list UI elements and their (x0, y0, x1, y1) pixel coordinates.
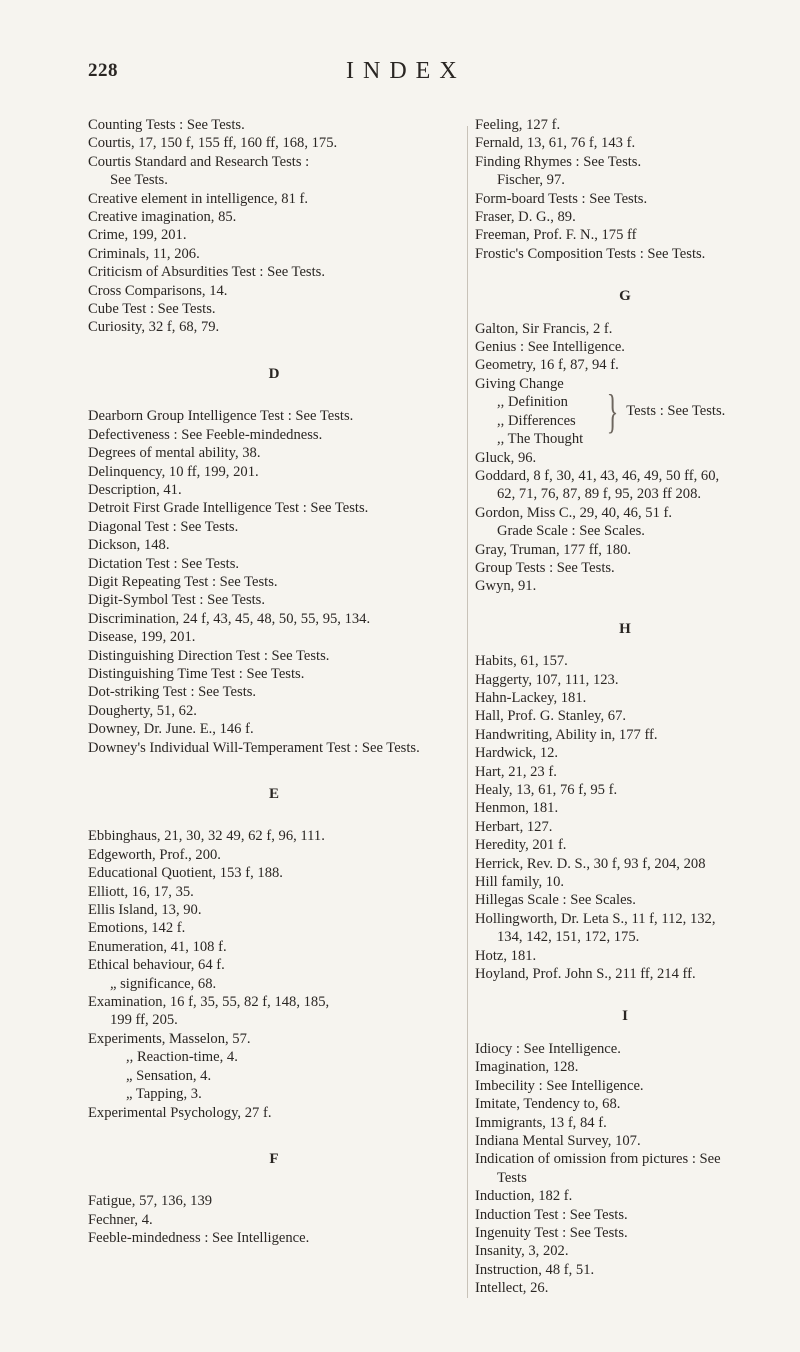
index-entry: Group Tests : See Tests. (475, 559, 615, 576)
index-entry: Freeman, Prof. F. N., 175 ff (475, 227, 637, 244)
index-entry-continuation: 134, 142, 151, 172, 175. (497, 929, 640, 946)
index-entry: Hart, 21, 23 f. (475, 763, 557, 780)
index-entry: Hall, Prof. G. Stanley, 67. (475, 708, 627, 725)
index-entry: Experiments, Masselon, 57. (88, 1030, 251, 1047)
index-entry: Discrimination, 24 f, 43, 45, 48, 50, 55, 95, 134. (88, 610, 371, 627)
index-entry: Giving Change (475, 375, 564, 392)
index-subentry: ,, The Thought (497, 431, 584, 448)
index-entry: Hahn-Lackey, 181. (475, 689, 587, 706)
index-entry: Indication of omission from pictures : See (475, 1151, 721, 1168)
index-entry: Feeble-mindedness : See Intelligence. (88, 1230, 310, 1247)
index-entry: Ellis Island, 13, 90. (88, 902, 202, 919)
index-entry: Degrees of mental ability, 38. (88, 445, 261, 462)
index-entry: Imagination, 128. (475, 1059, 579, 1076)
running-head: INDEX (346, 58, 466, 84)
index-entry: Instruction, 48 f, 51. (475, 1261, 595, 1278)
index-entry: Experimental Psychology, 27 f. (88, 1104, 272, 1121)
e-entries (88, 827, 460, 1122)
index-subentry: „ Tapping, 3. (126, 1086, 202, 1103)
index-entry: Insanity, 3, 202. (475, 1243, 569, 1260)
index-entry: Gordon, Miss C., 29, 40, 46, 51 f. (475, 504, 673, 521)
index-entry: Dot-striking Test : See Tests. (88, 684, 257, 701)
index-entry: Induction Test : See Tests. (475, 1206, 628, 1223)
index-entry: Healy, 13, 61, 76 f, 95 f. (475, 782, 618, 798)
index-subentry: ,, Differences (497, 412, 576, 429)
index-entry: Distinguishing Time Test : See Tests. (88, 665, 305, 682)
index-entry: Ethical behaviour, 64 f. (88, 957, 225, 974)
index-entry-continuation: Tests (497, 1169, 527, 1186)
index-entry: Genius : See Intelligence. (475, 339, 625, 356)
index-entry: Examination, 16 f, 35, 55, 82 f, 148, 185, (88, 994, 330, 1011)
index-entry: Herbart, 127. (475, 818, 553, 835)
index-entry: Distinguishing Direction Test : See Tests. (88, 647, 330, 664)
index-entry: Grade Scale : See Scales. (497, 523, 645, 540)
c-entries (88, 116, 460, 337)
index-entry: Frostic's Composition Tests : See Tests. (475, 245, 706, 262)
index-entry: Educational Quotient, 153 f, 188. (88, 865, 283, 882)
index-entry: Cube Test : See Tests. (88, 301, 216, 318)
curly-brace-glyph: } (606, 384, 619, 438)
right-column (475, 116, 775, 1298)
index-entry: Imitate, Tendency to, 68. (475, 1096, 621, 1113)
index-entry: Henmon, 181. (475, 800, 559, 817)
index-entry: Courtis Standard and Research Tests : (88, 153, 310, 170)
index-entry: Dickson, 148. (88, 537, 170, 554)
index-entry: Ingenuity Test : See Tests. (475, 1224, 628, 1241)
index-entry: Hill family, 10. (475, 874, 565, 891)
page-number: 228 (88, 60, 118, 81)
g-entries (475, 320, 775, 596)
i-entries (475, 1040, 775, 1298)
index-entry: Dougherty, 51, 62. (88, 702, 197, 719)
index-subentry: ,, Definition (497, 394, 568, 411)
index-entry-continuation: 62, 71, 76, 87, 89 f, 95, 203 ff 208. (497, 486, 702, 503)
index-entry: Digit-Symbol Test : See Tests. (88, 592, 266, 609)
index-entry: Hollingworth, Dr. Leta S., 11 f, 112, 132, (475, 910, 716, 927)
index-entry: Induction, 182 f. (475, 1188, 573, 1205)
index-entry: Ebbinghaus, 21, 30, 32 49, 62 f, 96, 111. (88, 828, 325, 845)
index-subentry: „ significance, 68. (110, 975, 217, 992)
index-entry: Hardwick, 12. (475, 745, 559, 762)
index-subentry: ,, Reaction-time, 4. (126, 1049, 238, 1066)
index-entry: Habits, 61, 157. (475, 653, 568, 670)
index-entry: Form-board Tests : See Tests. (475, 190, 648, 207)
index-entry: Defectiveness : See Feeble-mindedness. (88, 426, 323, 443)
index-entry: Downey's Individual Will-Temperament Test : See Tests. (88, 739, 420, 756)
index-entry: Hillegas Scale : See Scales. (475, 892, 636, 909)
index-entry: Imbecility : See Intelligence. (475, 1077, 644, 1094)
d-entries (88, 407, 460, 757)
index-entry: Intellect, 26. (475, 1280, 549, 1297)
index-entry: Delinquency, 10 ff, 199, 201. (88, 463, 259, 480)
index-entry: Enumeration, 41, 108 f. (88, 938, 227, 955)
index-entry: Feeling, 127 f. (475, 117, 561, 133)
index-entry: Galton, Sir Francis, 2 f. (475, 320, 613, 337)
index-entry: Diagonal Test : See Tests. (88, 518, 239, 535)
index-subentry: „ Sensation, 4. (126, 1067, 212, 1084)
f-entries-left (88, 1192, 460, 1247)
index-entry: Herrick, Rev. D. S., 30 f, 93 f, 204, 208 (475, 855, 706, 872)
index-entry: Fechner, 4. (88, 1211, 153, 1228)
index-entry: Cross Comparisons, 14. (88, 282, 228, 299)
index-entry: Geometry, 16 f, 87, 94 f. (475, 357, 619, 374)
index-entry: Elliott, 16, 17, 35. (88, 883, 194, 900)
index-entry: Creative imagination, 85. (88, 209, 237, 226)
index-entry: Goddard, 8 f, 30, 41, 43, 46, 49, 50 ff, 60, (475, 467, 720, 484)
index-entry: Disease, 199, 201. (88, 629, 196, 646)
index-entry: Fernald, 13, 61, 76 f, 143 f. (475, 135, 636, 152)
index-entry: Dearborn Group Intelligence Test : See Tests. (88, 408, 354, 425)
index-entry: Fraser, D. G., 89. (475, 209, 576, 226)
index-entry: Hotz, 181. (475, 947, 537, 964)
section-letter-i: I (622, 1008, 628, 1025)
index-entry: Creative element in intelligence, 81 f. (88, 190, 309, 207)
index-entry: Gray, Truman, 177 ff, 180. (475, 541, 632, 558)
index-entry: Gwyn, 91. (475, 578, 537, 595)
index-entry: Criminals, 11, 206. (88, 245, 200, 262)
index-entry: Indiana Mental Survey, 107. (475, 1132, 641, 1149)
f-entries-right (475, 116, 775, 263)
index-entry: Fatigue, 57, 136, 139 (88, 1193, 213, 1210)
section-letter-h: H (619, 620, 631, 637)
index-entry: Hoyland, Prof. John S., 211 ff, 214 ff. (475, 966, 696, 983)
index-entry: Emotions, 142 f. (88, 920, 186, 937)
index-entry: Curiosity, 32 f, 68, 79. (88, 319, 220, 336)
section-letter-d: D (268, 365, 280, 382)
index-entry: Description, 41. (88, 481, 182, 498)
left-column (88, 116, 460, 1248)
index-entry: Gluck, 96. (475, 449, 537, 466)
index-entry-continuation: 199 ff, 205. (110, 1012, 178, 1029)
index-entry-continuation: See Tests. (110, 172, 168, 189)
index-entry: Detroit First Grade Intelligence Test : See Tests. (88, 500, 369, 517)
index-entry: Downey, Dr. June. E., 146 f. (88, 721, 254, 738)
index-entry: Immigrants, 13 f, 84 f. (475, 1114, 607, 1131)
index-entry: Criticism of Absurdities Test : See Tests. (88, 264, 325, 281)
h-entries (475, 652, 775, 983)
section-letter-g: G (619, 288, 631, 305)
index-entry: Handwriting, Ability in, 177 ff. (475, 726, 658, 743)
index-entry: Edgeworth, Prof., 200. (88, 846, 221, 863)
index-entry: Digit Repeating Test : See Tests. (88, 573, 278, 590)
bracketed-entry-group (475, 375, 775, 449)
index-entry: Dictation Test : See Tests. (88, 555, 240, 572)
index-entry: Idiocy : See Intelligence. (475, 1040, 621, 1057)
index-entry: Counting Tests : See Tests. (88, 117, 245, 133)
bracket-target: Tests : See Tests. (626, 403, 726, 420)
section-letter-e: E (268, 786, 279, 802)
index-entry: Haggerty, 107, 111, 123. (475, 671, 619, 688)
index-entry: Finding Rhymes : See Tests. (475, 153, 642, 170)
section-letter-f: F (269, 1150, 279, 1167)
index-entry: Heredity, 201 f. (475, 837, 567, 854)
index-entry: Crime, 199, 201. (88, 227, 187, 244)
index-entry: Fischer, 97. (497, 172, 565, 189)
index-entry: Courtis, 17, 150 f, 155 ff, 160 ff, 168, 175. (88, 135, 338, 152)
